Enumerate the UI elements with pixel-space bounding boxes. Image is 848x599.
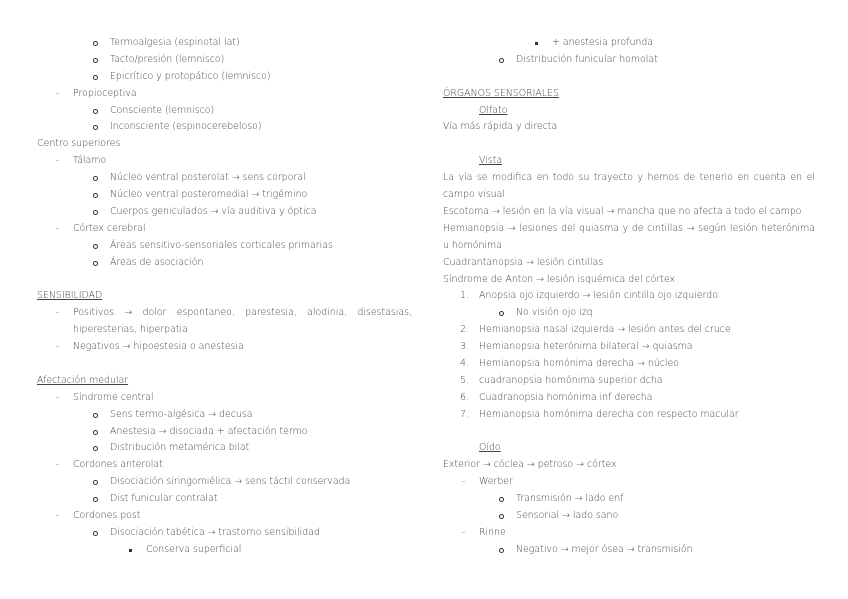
list-item [37,238,412,255]
list-item [443,322,815,339]
list-item [443,508,815,525]
circle-bullet-icon [93,446,98,451]
item-text: + anestesia profunda [552,37,654,48]
square-bullet-icon [535,42,538,45]
dash-bullet-icon: - [462,477,466,488]
item-text: Sensorial → lado sano [516,510,619,521]
section-heading: Olfato [479,104,508,116]
list-item [443,288,815,305]
list-item [37,390,412,407]
circle-bullet-icon [93,497,98,502]
list-item [443,373,815,390]
item-text: Anopsia ojo izquierdo → lesión cintilla ojo izquierdo [479,290,718,302]
list-number: 7. [460,408,469,420]
list-item [443,440,815,457]
item-text: Negativos → hipoestesia o anestesia [73,341,244,353]
circle-bullet-icon [93,176,98,181]
circle-bullet-icon [499,497,504,502]
list-item [443,170,815,204]
item-text: Cuadrantanopsia → lesión cintillas [443,256,604,268]
item-text: Negativo → mejor ósea → transmisión [516,543,693,555]
item-text: Inconsciente (espinocerebeloso) [110,121,262,133]
item-text: Hemianopsia heterónima bilateral → quiasma [479,341,693,353]
item-text: Disociación tabética → trastorno sensibilidad [110,526,320,538]
section-heading: Afectación medular [37,374,129,386]
list-item [37,153,412,170]
item-text: Conserva superficial [146,543,242,555]
item-text: Transmisión → lado enf [516,493,624,505]
circle-bullet-icon [93,413,98,418]
item-text: Áreas de asociación [110,256,204,268]
item-text: Consciente (lemnisco) [110,104,215,116]
list-number: 3. [460,341,469,353]
item-text: Tacto/presión (lemnisco) [110,53,225,65]
list-item [37,508,412,525]
item-text: Hemianopsia → lesiones del quiasma y de cintillas → según lesión heterónima u homónima [443,222,815,251]
item-text: Epicrítico y protopático (lemnisco) [110,70,271,82]
list-number: 4. [460,357,469,369]
dash-bullet-icon: - [56,308,60,319]
item-text: Disociación siringomiélica → sens táctil conservada [110,476,351,488]
item-text: Hemianopsia nasal izquierda → lesión antes del cruce [479,324,731,336]
list-item [443,255,815,272]
list-item [443,525,815,542]
dash-bullet-icon: - [56,510,60,521]
list-item [37,288,412,305]
item-text: Escotoma → lesión en la vía visual → mancha que no afecta a todo el campo [443,205,802,217]
dash-bullet-icon: - [56,342,60,353]
item-text: Cordones post [73,509,141,521]
item-text: Hemianopsia homónima derecha → núcleo [479,357,680,369]
blank-line [443,69,815,86]
list-item [443,153,815,170]
item-text: cuadranopsia homónima superior dcha [479,374,663,386]
list-item [443,272,815,289]
list-item [37,491,412,508]
item-text: Hemianopsia homónima derecha con respecto macular [479,408,739,420]
list-item [443,52,815,69]
list-item [37,119,412,136]
list-item [443,305,815,322]
item-text: Rinne [479,526,506,538]
section-heading: Oído [479,442,501,454]
dash-bullet-icon: - [56,156,60,167]
list-item [37,187,412,204]
item-text: Cuerpos geniculados → vía auditiva y óptica [110,205,317,217]
list-item [443,491,815,508]
list-item [37,136,412,153]
list-item [443,390,815,407]
item-text: Síndrome central [73,391,154,403]
list-item [443,339,815,356]
list-item [37,424,412,441]
list-item [443,474,815,491]
circle-bullet-icon [93,244,98,249]
blank-line [37,271,412,288]
list-item [443,204,815,221]
item-text: Córtex cerebral [73,222,146,234]
list-item [37,170,412,187]
list-item [443,407,815,424]
list-number: 1. [460,290,469,302]
list-item [37,542,412,559]
list-number: 2. [460,324,469,336]
item-text: Cuadranopsia homónima inf derecha [479,391,653,403]
list-item [443,542,815,559]
item-text: Exterior → cóclea → petroso → córtex [443,459,617,471]
item-text: Sens termo-algésica → decusa [110,408,253,420]
item-text: Distribución metamérica bilat [110,442,250,454]
left-column [37,35,412,559]
list-item [37,204,412,221]
item-text: Dist funicular contralat [110,493,218,505]
item-text: Síndrome de Anton → lesión isquémica del córtex [443,273,676,285]
item-text: La vía se modifica en todo su trayecto y hemos de tenerio en cuenta en el campo visual [443,172,815,201]
dash-bullet-icon: - [56,392,60,403]
section-heading: SENSIBILIDAD [37,290,103,302]
list-item [443,356,815,373]
list-item [37,52,412,69]
circle-bullet-icon [93,41,98,46]
circle-bullet-icon [93,75,98,80]
circle-bullet-icon [93,430,98,435]
list-item [37,255,412,272]
list-number: 5. [460,374,469,386]
list-item [37,305,412,339]
item-text: Vía más rápida y directa [443,121,558,133]
list-item [37,35,412,52]
circle-bullet-icon [93,58,98,63]
list-item [443,103,815,120]
circle-bullet-icon [93,480,98,485]
list-item [37,86,412,103]
list-item [37,474,412,491]
list-item [37,69,412,86]
blank-line [443,136,815,153]
item-text: Werber [479,476,513,488]
list-item [443,221,815,255]
list-item [37,221,412,238]
list-item [37,407,412,424]
blank-line [443,424,815,441]
list-item [37,525,412,542]
dash-bullet-icon: - [56,223,60,234]
circle-bullet-icon [499,514,504,519]
list-item [37,457,412,474]
circle-bullet-icon [499,58,504,63]
circle-bullet-icon [499,311,504,316]
item-text: Centro superiores [37,138,121,150]
square-bullet-icon [129,549,132,552]
item-text: Positivos → dolor espontaneo, parestesia, alodinia, disestasias, hiperesterias, hiperpatia [73,307,412,336]
item-text: Distribución funicular homolat [516,53,658,65]
list-item [37,103,412,120]
list-item [37,373,412,390]
circle-bullet-icon [93,261,98,266]
list-item [443,457,815,474]
item-text: Núcleo ventral posterolat → sens corporal [110,172,306,184]
item-text: Anestesia → disociada + afectación termo [110,425,308,437]
item-text: Cordones anterolat [73,459,163,471]
circle-bullet-icon [93,210,98,215]
dash-bullet-icon: - [56,88,60,99]
list-item [37,339,412,356]
list-number: 6. [460,391,469,403]
item-text: Núcleo ventral posteromedial → trigémino [110,189,308,201]
list-item [443,35,815,52]
item-text: Propioceptiva [73,87,137,99]
right-column [443,35,815,559]
item-text: No visión ojo izq [516,307,593,319]
circle-bullet-icon [499,548,504,553]
section-heading: Vista [479,155,503,167]
dash-bullet-icon: - [56,460,60,471]
item-text: Termoalgesia (espinotal lat) [110,37,240,48]
item-text: Áreas sensitivo-sensoriales corticales primarias [110,239,333,251]
dash-bullet-icon: - [462,527,466,538]
circle-bullet-icon [93,125,98,130]
blank-line [37,356,412,373]
list-item [37,440,412,457]
circle-bullet-icon [93,109,98,114]
circle-bullet-icon [93,531,98,536]
item-text: Tálamo [73,155,107,167]
circle-bullet-icon [93,193,98,198]
section-heading: ÓRGANOS SENSORIALES [443,87,559,99]
list-item [443,119,815,136]
list-item [443,86,815,103]
